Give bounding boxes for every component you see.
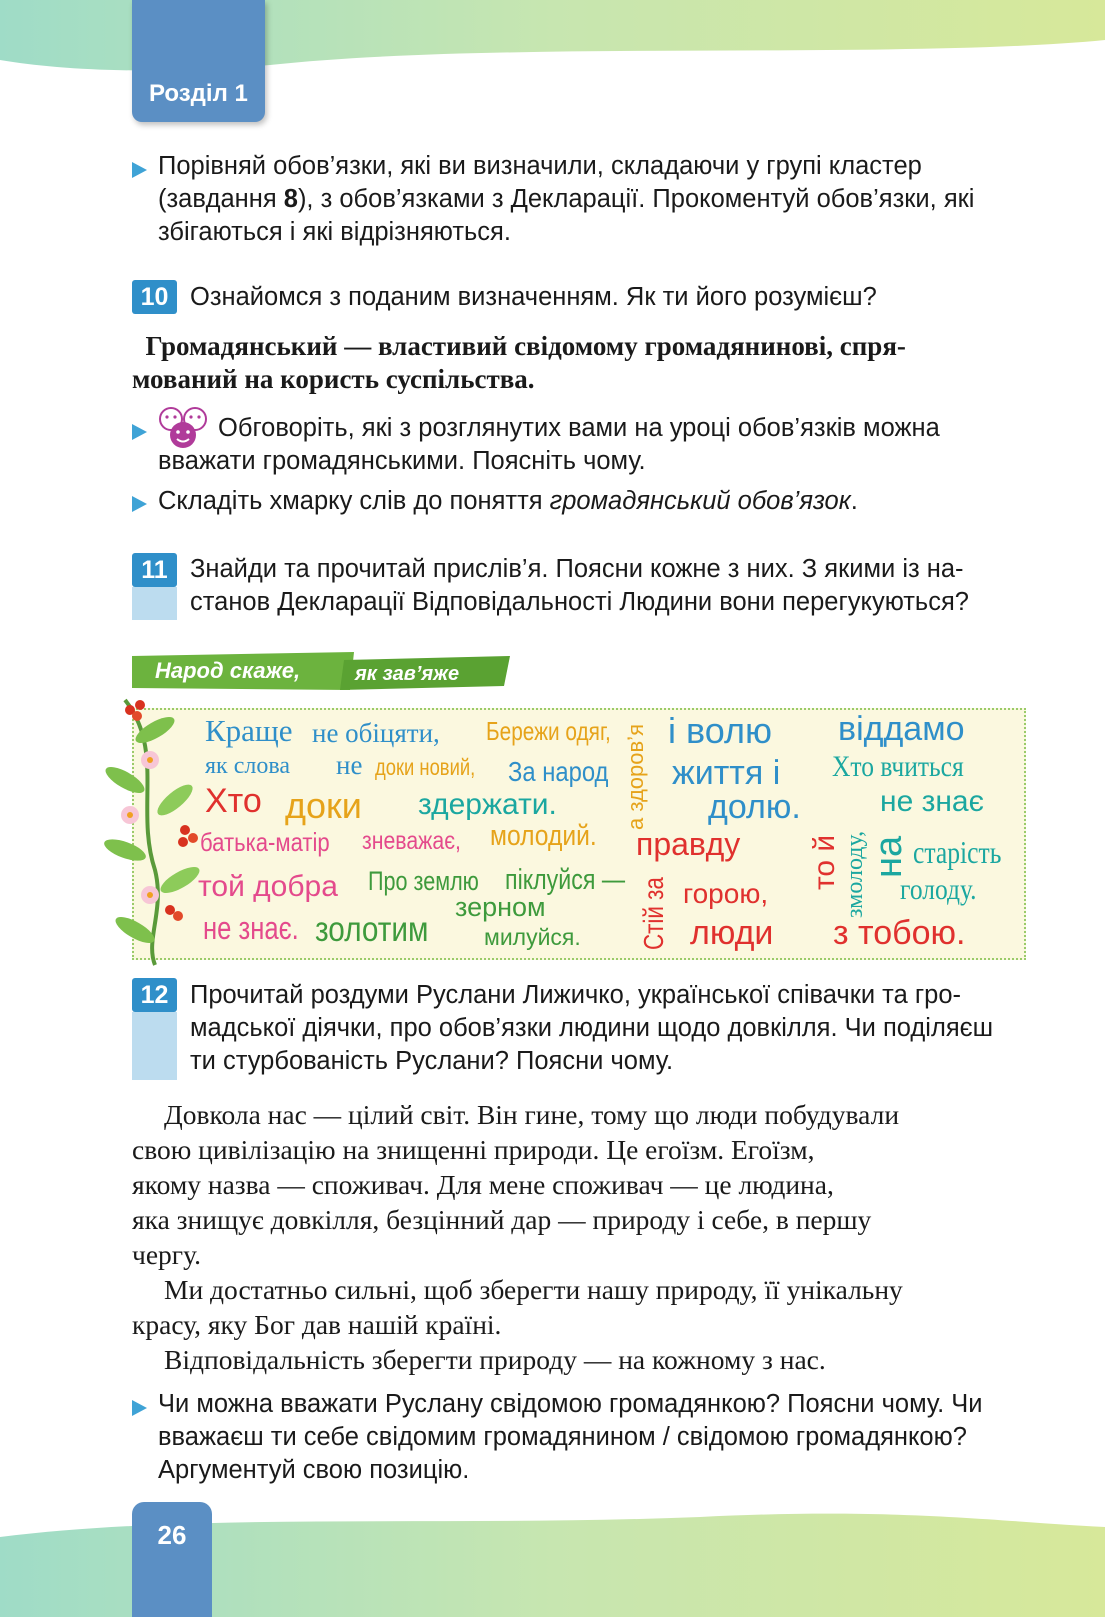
cloud-word: милуйся. xyxy=(484,924,581,950)
final-question: Чи можна вважати Руслану свідомою громадянкою? Поясни чому. Чи вважаєш ти себе свідомим громадянином / свідомою громадянкою? Аргументуй свою позицію. xyxy=(158,1390,983,1484)
bullet-arrow-icon xyxy=(132,424,147,440)
cloud-word: не знає. xyxy=(203,910,299,946)
cloud-word: той добра xyxy=(198,870,338,903)
cloud-word: а здоров’я xyxy=(623,724,648,830)
cloud-word: батька-матір xyxy=(200,827,330,857)
cloud-word: життя і xyxy=(672,754,781,792)
cloud-word: Хто вчиться xyxy=(832,750,964,783)
task-number-12: 12 xyxy=(132,978,177,1012)
rowan-branch-decoration xyxy=(95,690,210,970)
cloud-word: не обіцяти, xyxy=(312,718,440,748)
bullet-arrow-icon xyxy=(132,162,147,178)
page-number: 26 xyxy=(157,1520,187,1550)
cloud-word: зневажає, xyxy=(362,827,461,855)
cloud-word: долю. xyxy=(708,788,801,826)
cloud-word: не xyxy=(336,750,363,780)
cloud-word: За народ xyxy=(508,756,609,787)
bullet-arrow-icon xyxy=(132,496,147,512)
task-number-11: 11 xyxy=(132,553,177,587)
task10-bullet1-line2: вважати громадянськими. Поясніть чому. xyxy=(158,447,646,475)
cloud-word: то й xyxy=(808,834,841,890)
cloud-word: Про землю xyxy=(368,866,479,896)
proverb-banner-part1: Народ скаже, xyxy=(155,658,301,683)
cloud-word: з тобою. xyxy=(833,914,966,952)
section-tab xyxy=(132,0,265,122)
cloud-word: голоду. xyxy=(900,873,977,906)
cloud-word: правду xyxy=(636,826,741,862)
task-number-bar xyxy=(132,587,177,620)
section-label: Розділ 1 xyxy=(149,80,248,107)
cloud-word: як слова xyxy=(205,753,290,779)
cloud-word: змолоду, xyxy=(842,830,868,918)
cloud-word: золотим xyxy=(315,910,429,949)
task10-prompt: Ознайомся з поданим визначенням. Як ти його розумієш? xyxy=(190,283,877,311)
task-number-10: 10 xyxy=(132,280,177,314)
task-number-bar xyxy=(132,1012,177,1080)
cloud-word: Краще xyxy=(205,713,293,748)
cloud-word: зерном xyxy=(455,892,546,922)
cloud-word: доки новий, xyxy=(375,754,476,780)
task10-bullet1-line1: Обговоріть, які з розглянутих вами на уроці обов’язків можна xyxy=(218,414,940,442)
page-number-tab xyxy=(132,1502,212,1617)
cloud-word: Бережи одяг, xyxy=(486,716,611,746)
block1-text: Порівняй обов’язки, які ви визначили, складаючи у групі кластер (завдання 8), з обов’язками з Декларації. Прокоментуй обов’язки, які збігаються і які відрізняються. xyxy=(158,152,975,246)
cloud-word: молодий. xyxy=(490,820,597,852)
cloud-word: старість xyxy=(913,834,1002,870)
task10-bullet2: Складіть хмарку слів до поняття громадянський обов’язок. xyxy=(158,487,858,515)
cloud-word: піклуйся — xyxy=(505,864,626,896)
proverb-banner-part2: як зав’яже xyxy=(355,663,460,685)
cloud-word: не знає xyxy=(880,785,984,818)
cloud-word: Хто xyxy=(205,782,262,820)
bullet-arrow-icon xyxy=(132,1400,147,1416)
task11-text: Знайди та прочитай прислів’я. Поясни кожне з них. З якими із на- станов Декларації Відповідальності Людини вони перегукуються? xyxy=(190,555,969,616)
task12-text: Прочитай роздуми Руслани Лижичко, української співачки та гро- мадської діячки, про обов’язки людини щодо довкілля. Чи поділяєш ти стурбованість Руслани? Поясни чому. xyxy=(190,981,994,1075)
cloud-word: горою, xyxy=(683,878,769,909)
cloud-word: здержати. xyxy=(418,788,557,821)
cloud-word: і волю xyxy=(668,710,772,751)
cloud-word: люди xyxy=(690,914,774,952)
cloud-word: доки xyxy=(285,785,362,826)
definition: Громадянський — властивий свідомому громадянинові, спря- мований на користь суспільства. xyxy=(132,331,906,394)
cloud-word: на xyxy=(868,835,910,878)
cloud-word: віддамо xyxy=(838,710,965,748)
cloud-word: Стій за xyxy=(638,877,669,950)
ruslana-quote: Довкола нас — цілий світ. Він гине, тому що люди побудували свою цивілізацію на знищенні природи. Це егоїзм. Егоїзм, якому назва — споживач. Для мене споживач — це людина, яка знищує довкілля, безцінний дар — природу і себе, в першу чергу. Ми достатньо сильні, щоб зберегти нашу природу, її унікальну красу, яку Бог дав нашій країні. Відповідальність зберегти природу — на кожному з нас. xyxy=(132,1099,903,1375)
